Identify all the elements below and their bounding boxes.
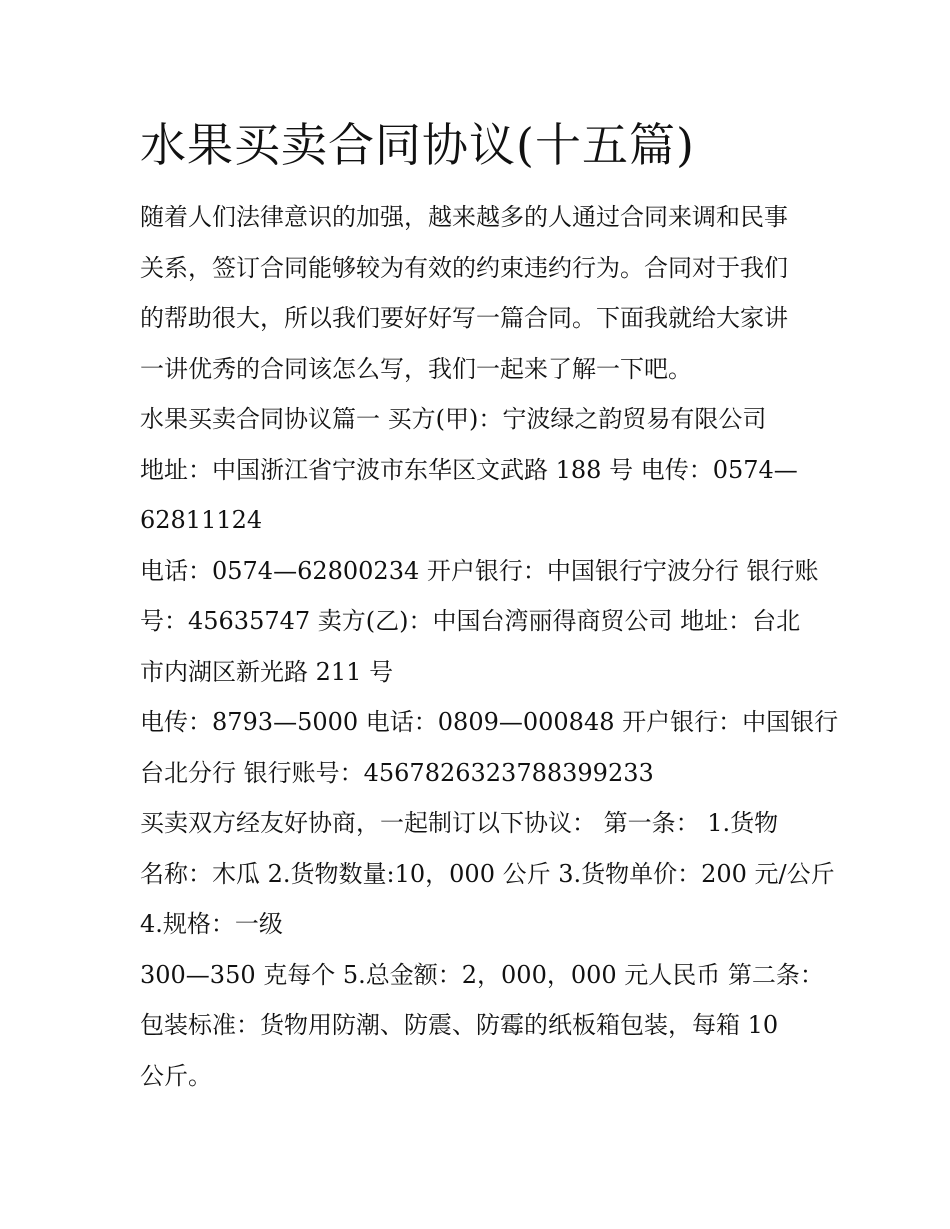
body-line: 市内湖区新光路 211 号 bbox=[140, 657, 394, 686]
body-line: 买卖双方经友好协商，一起制订以下协议： 第一条： 1.货物 bbox=[140, 809, 779, 837]
body-line: 水果买卖合同协议篇一 买方(甲)：宁波绿之韵贸易有限公司 bbox=[140, 405, 767, 433]
body-line: 号：45635747 卖方(乙)：中国台湾丽得商贸公司 地址：台北 bbox=[140, 607, 801, 635]
body-line: 的帮助很大，所以我们要好好写一篇合同。下面我就给大家讲 bbox=[140, 304, 788, 332]
document-title: 水果买卖合同协议(十五篇) bbox=[140, 118, 695, 172]
body-line: 电话：0574—62800234 开户银行：中国银行宁波分行 银行账 bbox=[140, 556, 819, 585]
body-line: 一讲优秀的合同该怎么写，我们一起来了解一下吧。 bbox=[140, 354, 692, 383]
body-line: 随着人们法律意识的加强，越来越多的人通过合同来调和民事 bbox=[140, 203, 788, 231]
body-line: 地址：中国浙江省宁波市东华区文武路 188 号 电传：0574— bbox=[140, 455, 798, 484]
body-line: 电传：8793—5000 电话：0809—000848 开户银行：中国银行 bbox=[140, 708, 839, 736]
body-line: 62811124 bbox=[140, 506, 263, 534]
body-line: 关系，签订合同能够较为有效的约束违约行为。合同对于我们 bbox=[140, 253, 788, 282]
body-line: 名称：木瓜 2.货物数量:10，000 公斤 3.货物单价：200 元/公斤 bbox=[140, 859, 835, 888]
document-body bbox=[140, 192, 839, 1101]
body-line: 4.规格：一级 bbox=[140, 910, 283, 938]
body-line: 台北分行 银行账号：4567826323788399233 bbox=[140, 758, 654, 787]
body-line: 包装标准：货物用防潮、防震、防霉的纸板箱包装，每箱 10 bbox=[140, 1011, 779, 1039]
body-line: 公斤。 bbox=[140, 1061, 212, 1090]
body-line: 300—350 克每个 5.总金额：2，000，000 元人民币 第二条： bbox=[140, 960, 824, 989]
